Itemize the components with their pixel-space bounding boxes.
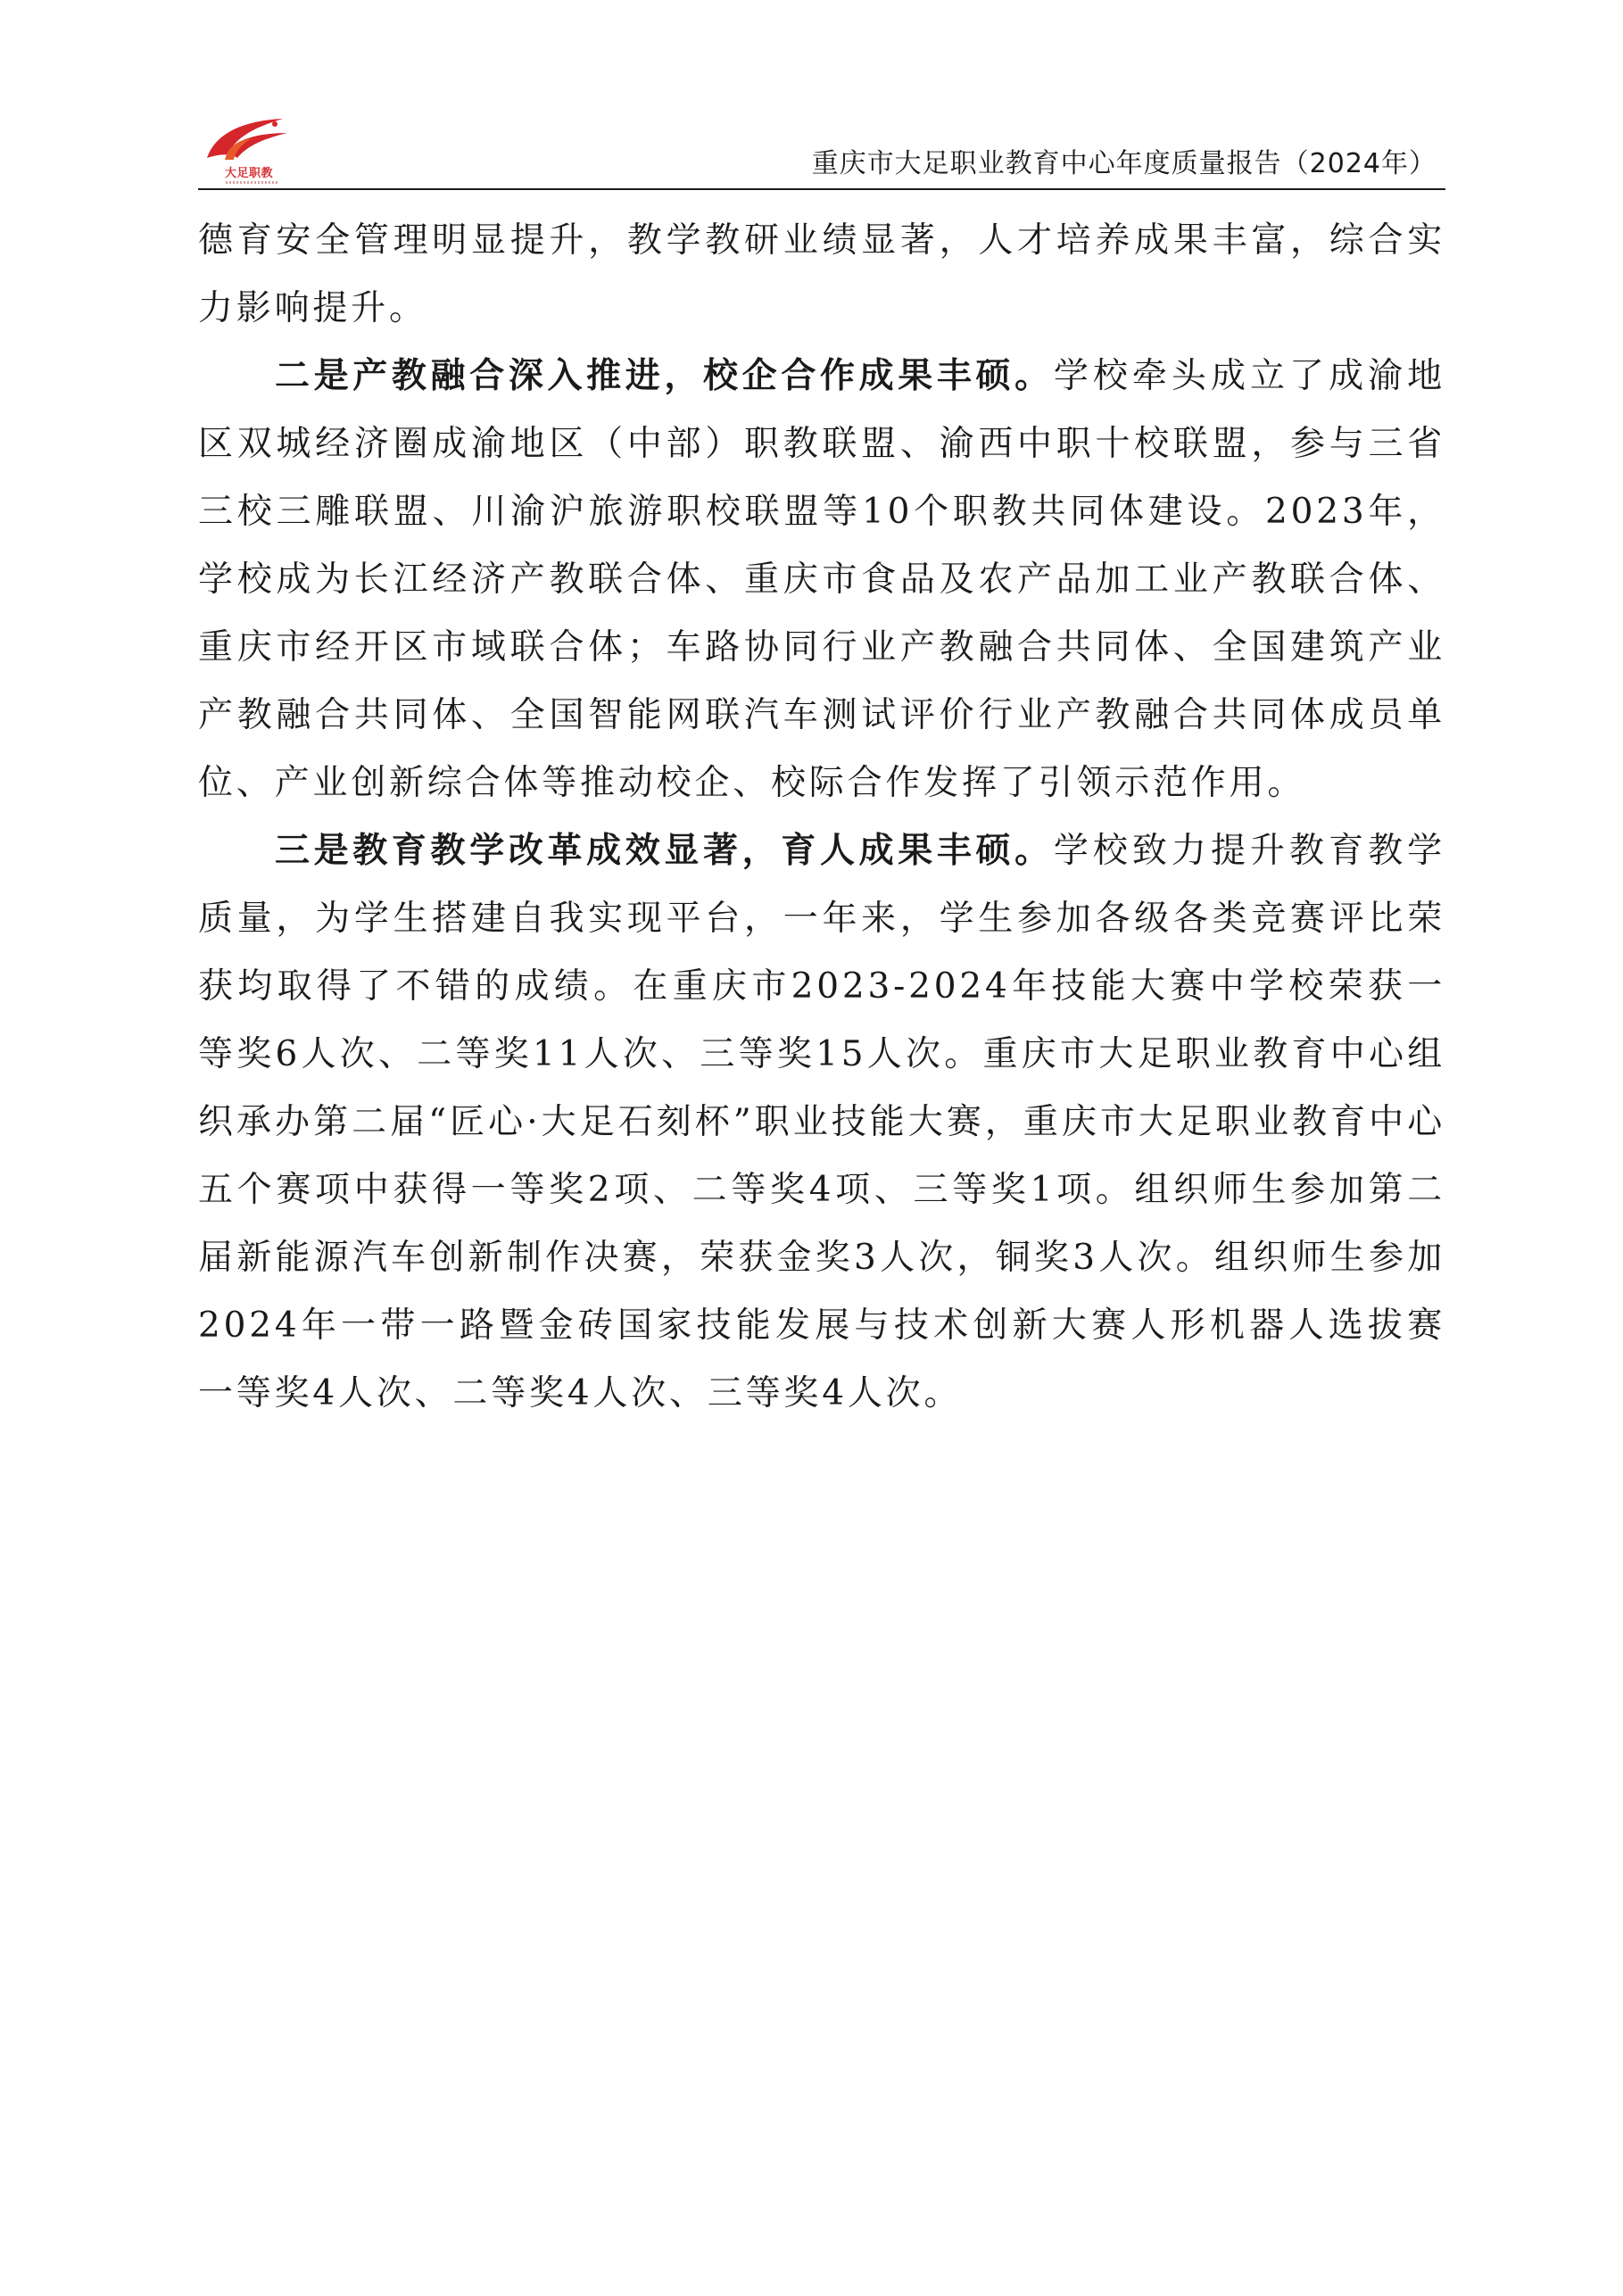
page-header (198, 103, 1445, 192)
paragraph-1 (198, 207, 1445, 343)
paragraph-2-lead: 二是产教融合深入推进，校企合作成果丰硕。 (275, 356, 1054, 396)
school-logo (198, 113, 305, 192)
paragraph-1-text: 德育安全管理明显提升，教学教研业绩显著，人才培养成果丰富，综合实力影响提升。 (198, 220, 1445, 328)
paragraph-3-text: 学校致力提升教育教学质量，为学生搭建自我实现平台，一年来，学生参加各级各类竞赛评比荣获均取得了不错的成绩。在重庆市2023-2024年技能大赛中学校荣获一等奖6人次、二等奖11人次、三等奖15人次。重庆市大足职业教育中心组织承办第二届“匠心·大足石刻杯”职业技能大赛，重庆市大足职业教育中心五个赛项中获得一等奖2项、二等奖4项、三等奖1项。组织师生参加第二届新能源汽车创新制作决赛，荣获金奖3人次，铜奖3人次。组织师生参加2024年一带一路暨金砖国家技能发展与技术创新大赛人形机器人选拔赛一等奖4人次、二等奖4人次、三等奖4人次。 (198, 831, 1445, 1413)
body-content (198, 207, 1445, 1428)
paragraph-3-lead: 三是教育教学改革成效显著，育人成果丰硕。 (275, 831, 1054, 871)
phoenix-logo-icon (198, 113, 305, 167)
paragraph-2-text: 学校牵头成立了成渝地区双城经济圈成渝地区（中部）职教联盟、渝西中职十校联盟，参与三省三校三雕联盟、川渝沪旅游职校联盟等10个职教共同体建设。2023年，学校成为长江经济产教联合体、重庆市食品及农产品加工业产教联合体、重庆市经开区市域联合体；车路协同行业产教融合共同体、全国建筑产业产教融合共同体、全国智能网联汽车测试评价行业产教融合共同体成员单位、产业创新综合体等推动校企、校际合作发挥了引领示范作用。 (198, 356, 1445, 803)
report-title: 重庆市大足职业教育中心年度质量报告（2024年） (811, 148, 1437, 179)
logo-subtitle-decoration (226, 181, 277, 184)
paragraph-2 (198, 343, 1445, 817)
header-divider (198, 188, 1445, 190)
paragraph-3 (198, 817, 1445, 1428)
logo-text: 大足职教 (225, 167, 274, 180)
